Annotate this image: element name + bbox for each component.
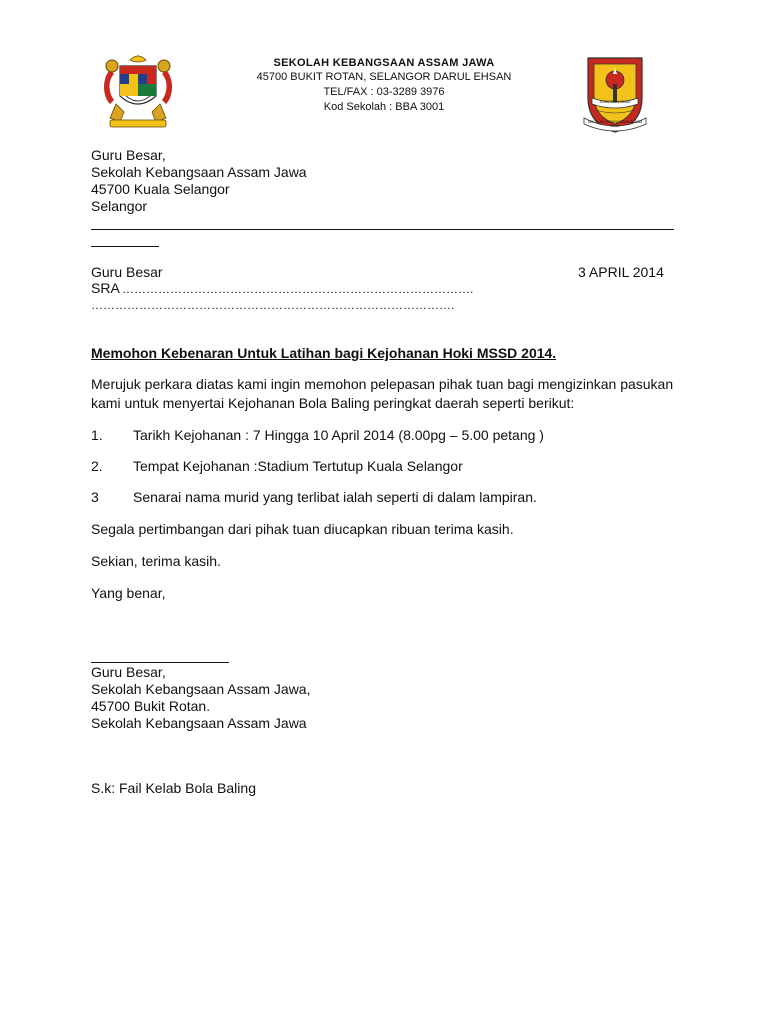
- closing-sekian: Sekian, terima kasih.: [91, 553, 221, 569]
- school-telfax: TEL/FAX : 03-3289 3976: [323, 86, 445, 98]
- signature-line-3: 45700 Bukit Rotan.: [91, 698, 211, 714]
- signature-line-4: Sekolah Kebangsaan Assam Jawa: [91, 715, 307, 731]
- signature-line: [91, 662, 229, 663]
- recipient-sra: SRA: [91, 280, 120, 296]
- school-address: 45700 BUKIT ROTAN, SELANGOR DARUL EHSAN: [256, 71, 512, 83]
- sender-line-1: Guru Besar,: [91, 147, 166, 163]
- closing-thanks: Segala pertimbangan dari pihak tuan diucapkan ribuan terima kasih.: [91, 521, 514, 537]
- closing-yang-benar: Yang benar,: [91, 585, 166, 601]
- recipient-title: Guru Besar: [91, 264, 163, 280]
- recipient-dots-2: ……………………………………………………………………………….: [91, 298, 455, 312]
- school-name: SEKOLAH KEBANGSAAN ASSAM JAWA: [273, 57, 495, 69]
- cc-line: S.k: Fail Kelab Bola Baling: [91, 780, 256, 796]
- letter-date: 3 APRIL 2014: [578, 264, 664, 280]
- item-text-1: Tarikh Kejohanan : 7 Hingga 10 April 2014 (8.00pg – 5.00 petang ): [133, 427, 544, 443]
- signature-line-2: Sekolah Kebangsaan Assam Jawa,: [91, 681, 311, 697]
- item-text-2: Tempat Kejohanan :Stadium Tertutup Kuala Selangor: [133, 458, 463, 474]
- signature-line-1: Guru Besar,: [91, 664, 166, 680]
- crest-school-text: SEKOLAH KEBANGSAAN ASSAM JAWA: [587, 120, 643, 128]
- sender-line-3: 45700 Kuala Selangor: [91, 181, 230, 197]
- school-crest-logo: [580, 54, 650, 136]
- letter-subject: Memohon Kebenaran Untuk Latihan bagi Kejohanan Hoki MSSD 2014.: [91, 345, 557, 361]
- item-number-3: 3: [91, 489, 99, 505]
- divider-line: [91, 229, 674, 230]
- recipient-dots-1: …………………………………………………………………………….: [122, 282, 474, 296]
- coat-of-arms-logo: [96, 52, 180, 132]
- malaysia-coat-of-arms-icon: [96, 52, 180, 132]
- crest-motto: ILMU DAN JASA: [599, 99, 631, 104]
- school-code: Kod Sekolah : BBA 3001: [323, 101, 445, 113]
- divider-line-short: [91, 246, 159, 247]
- item-text-3: Senarai nama murid yang terlibat ialah seperti di dalam lampiran.: [133, 489, 537, 505]
- item-number-2: 2.: [91, 458, 103, 474]
- body-intro: Merujuk perkara diatas kami ingin memohon pelepasan pihak tuan bagi mengizinkan pasukan kami untuk menyertai Kejohanan Bola Baling peringkat daerah seperti berikut:: [91, 376, 674, 411]
- item-number-1: 1.: [91, 427, 103, 443]
- sender-line-2: Sekolah Kebangsaan Assam Jawa: [91, 164, 307, 180]
- sender-line-4: Selangor: [91, 198, 148, 214]
